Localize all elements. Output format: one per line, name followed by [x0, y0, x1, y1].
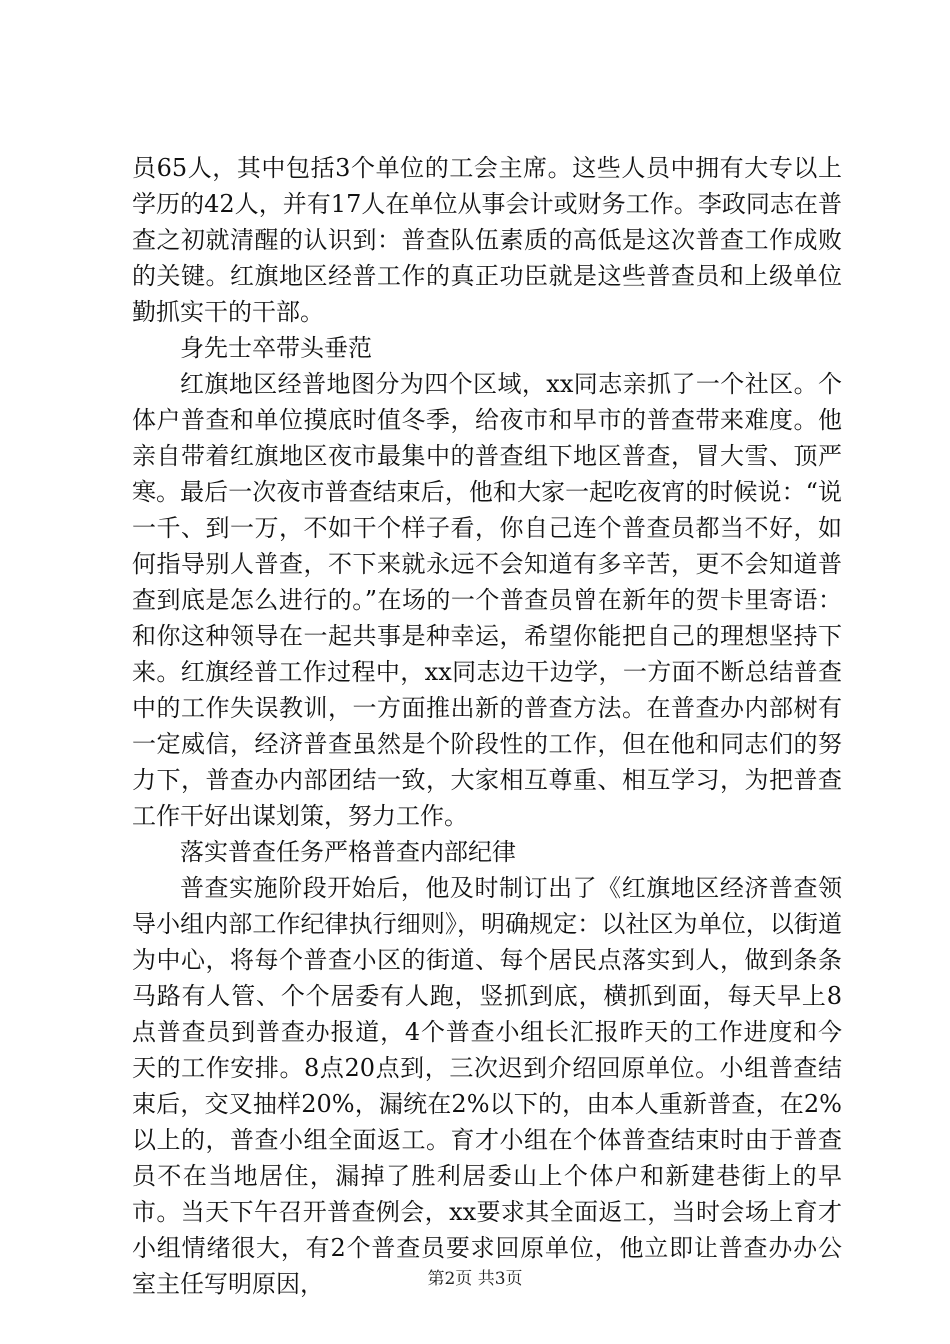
paragraph-lead-by-example: 红旗地区经普地图分为四个区域，xx同志亲抓了一个社区。个体户普查和单位摸底时值冬季，给夜市和早市的普查带来难度。他亲自带着红旗地区夜市最集中的普查组下地区普查，冒大雪、顶严寒。最后一次夜市普查结束后，他和大家一起吃夜宵的时候说：“说一千、到一万，不如干个样子看，你自己连个普查员都当不好，如何指导别人普查，不下来就永远不会知道有多辛苦，更不会知道普查到底是怎么进行的。”在场的一个普查员曾在新年的贺卡里寄语：和你这种领导在一起共事是种幸运，希望你能把自己的理想坚持下来。红旗经普工作过程中，xx同志边干边学，一方面不断总结普查中的工作失误教训，一方面推出新的普查方法。在普查办内部树有一定威信，经济普查虽然是个阶段性的工作，但在他和同志们的努力下，普查办内部团结一致，大家相互尊重、相互学习，为把普查工作干好出谋划策，努力工作。 [132, 370, 842, 830]
section-heading-discipline: 落实普查任务严格普查内部纪律 [180, 838, 516, 866]
section-heading-lead-by-example: 身先士卒带头垂范 [180, 334, 372, 362]
paragraph-discipline: 普查实施阶段开始后，他及时制订出了《红旗地区经济普查领导小组内部工作纪律执行细则》，明确规定：以社区为单位，以街道为中心，将每个普查小区的街道、每个居民点落实到人，做到条条马路有人管、个个居委有人跑，竖抓到底，横抓到面，每天早上8点普查员到普查办报道，4个普查小组长汇报昨天的工作进度和今天的工作安排。8点20点到，三次迟到介绍回原单位。小组普查结束后，交叉抽样20%，漏统在2%以下的，由本人重新普查，在2%以上的，普查小组全面返工。育才小组在个体普查结束时由于普查员不在当地居住，漏掉了胜利居委山上个体户和新建巷街上的早市。当天下午召开普查例会，xx要求其全面返工，当时会场上育才小组情绪很大，有2个普查员要求回原单位，他立即让普查办办公室主任写明原因， [132, 874, 842, 1298]
document-body [132, 150, 842, 1302]
page-footer: 第2页 共3页 [427, 1269, 523, 1289]
paragraph-continued: 员65人，其中包括3个单位的工会主席。这些人员中拥有大专以上学历的42人，并有17人在单位从事会计或财务工作。李政同志在普查之初就清醒的认识到：普查队伍素质的高低是这次普查工作成败的关键。红旗地区经普工作的真正功臣就是这些普查员和上级单位勤抓实干的干部。 [132, 154, 842, 326]
